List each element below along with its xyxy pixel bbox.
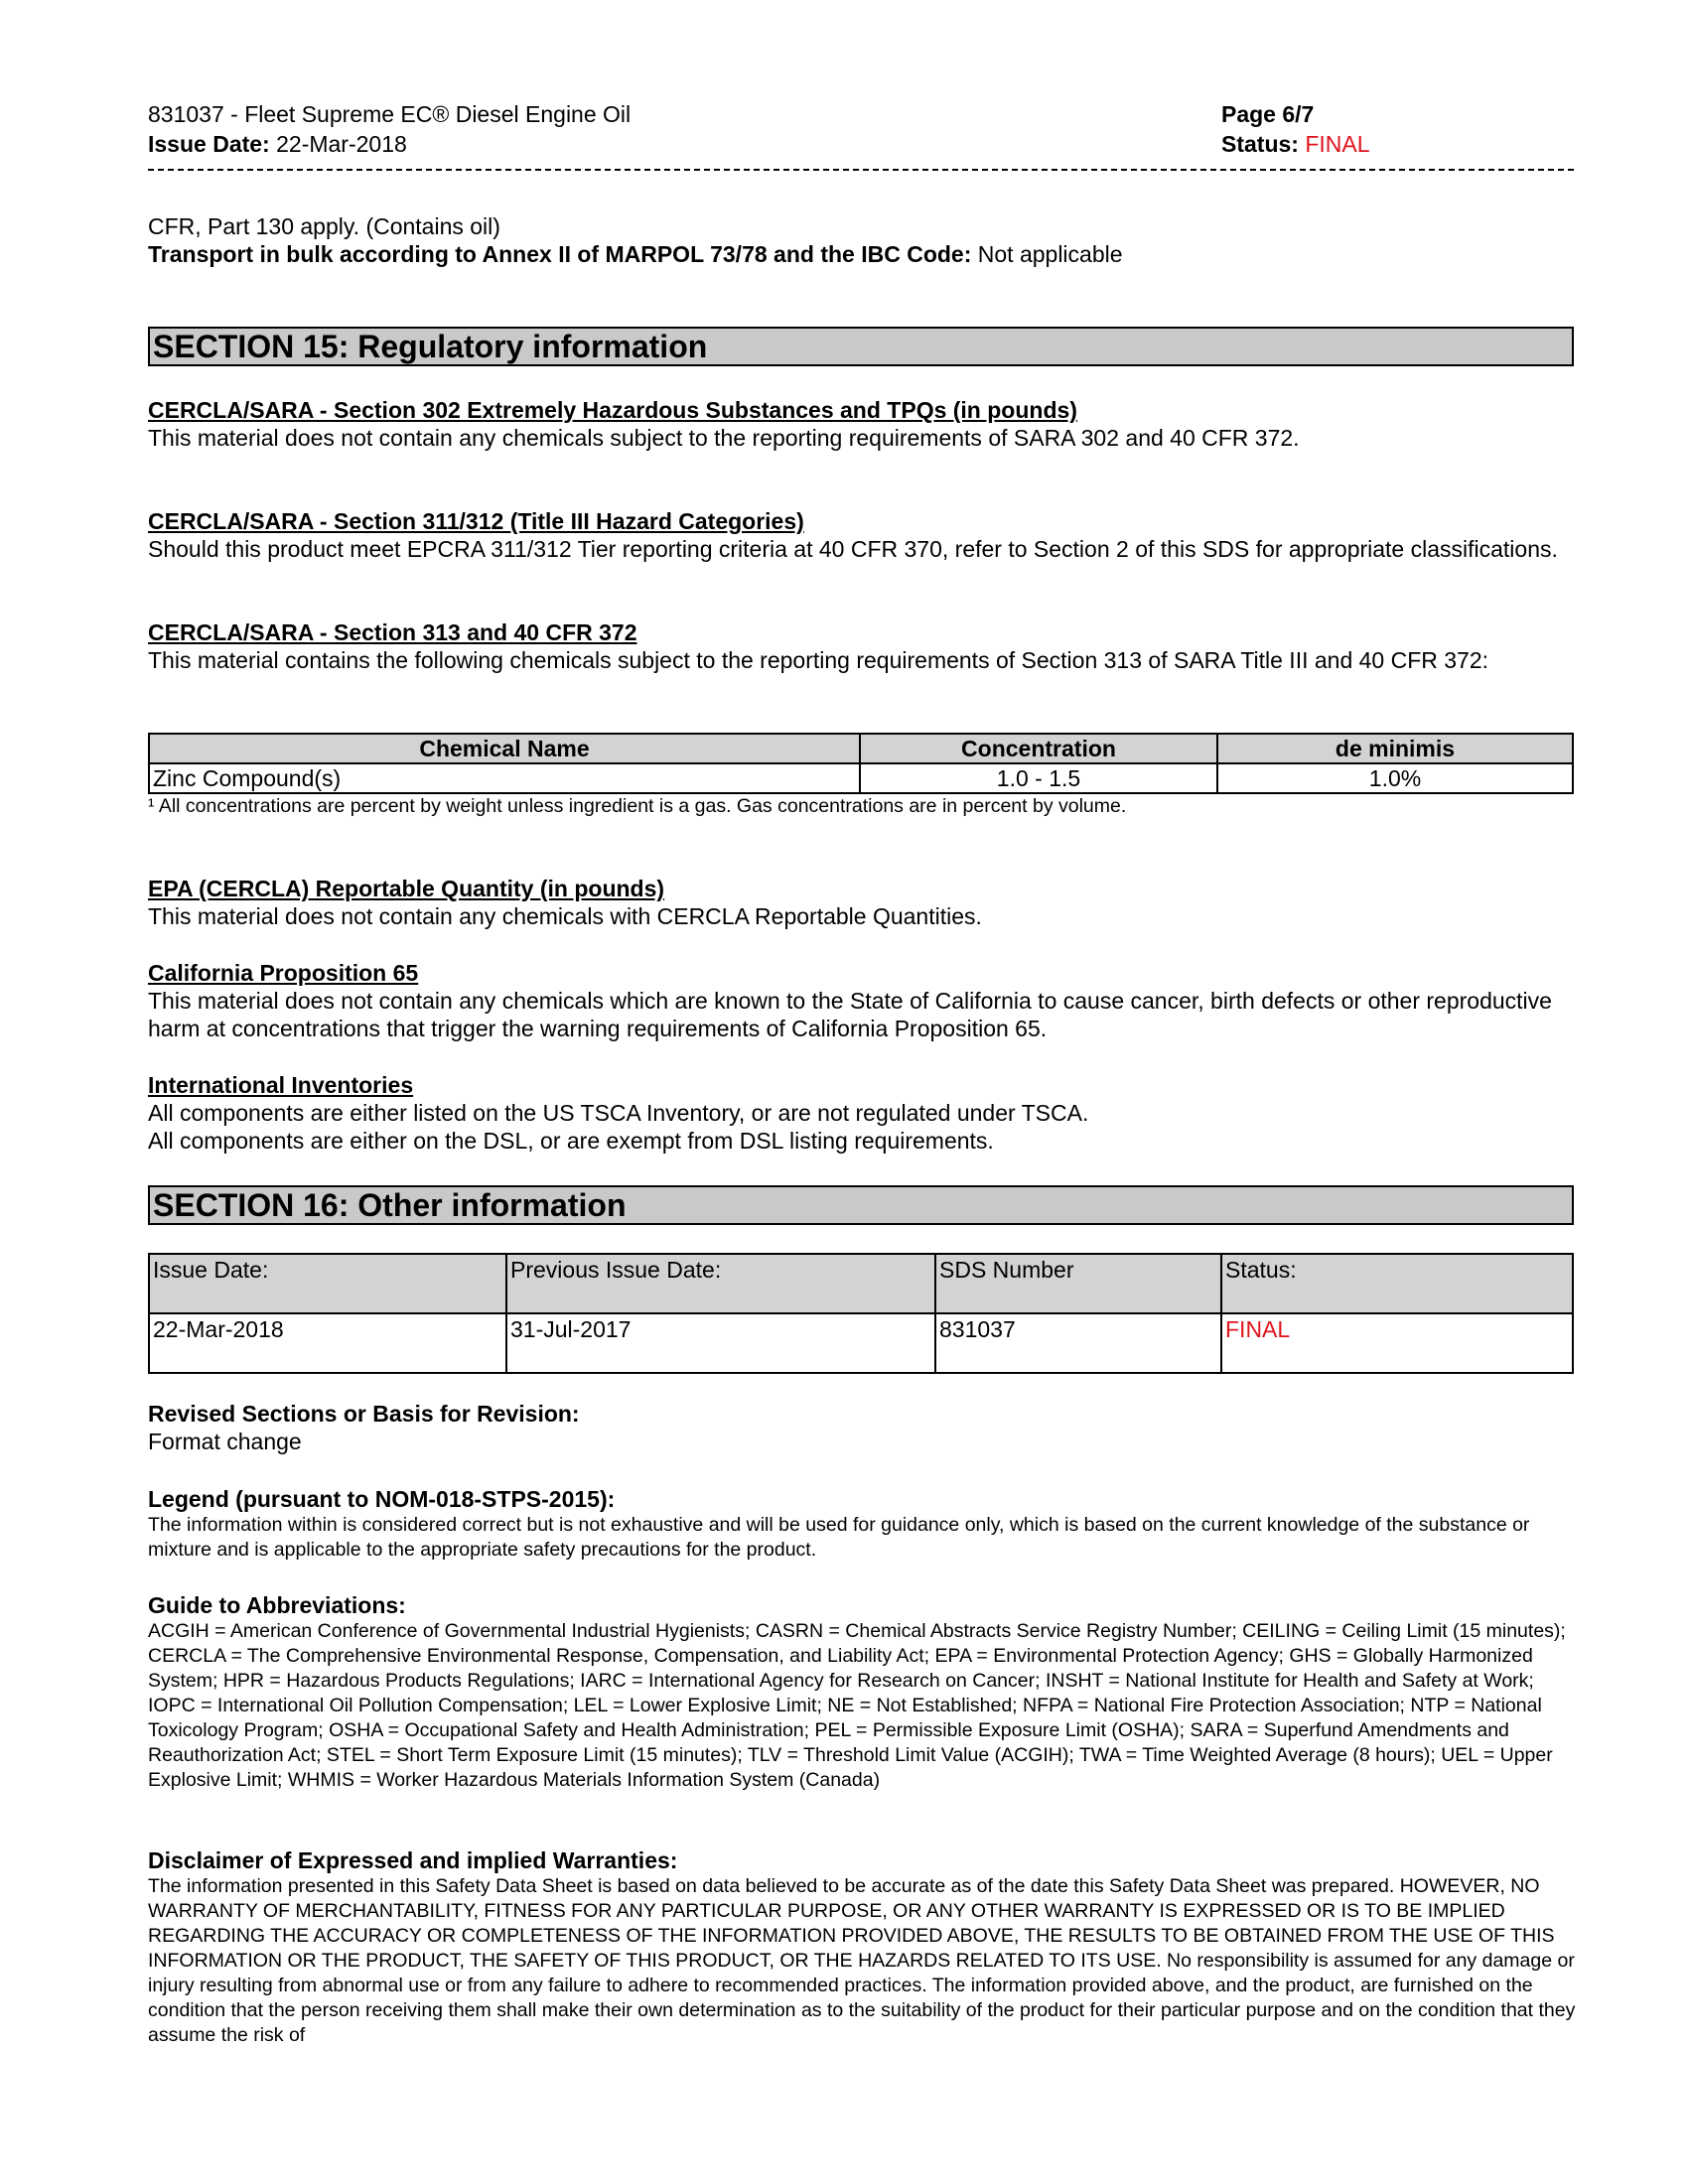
prop65-title: California Proposition 65 — [148, 960, 419, 986]
inventories-block — [148, 1071, 1578, 1155]
sara-302-text: This material does not contain any chemicals subject to the reporting requirements of SARA 302 and 40 CFR 372. — [148, 425, 1300, 451]
sara-313-text: This material contains the following chemicals subject to the reporting requirements of Section 313 of SARA Title III and 40 CFR 372: — [148, 647, 1489, 673]
transport-line: CFR, Part 130 apply. (Contains oil) — [148, 213, 500, 239]
epa-title: EPA (CERCLA) Reportable Quantity (in pounds) — [148, 876, 665, 901]
prop65-text: This material does not contain any chemicals which are known to the State of California to cause cancer, birth defects or other reproductive harm at concentrations that trigger the warning requirements of California Proposition 65. — [148, 988, 1552, 1041]
sara-313-table — [148, 733, 1574, 794]
col-de-minimis: de minimis — [1217, 734, 1573, 763]
epa-block — [148, 875, 1578, 930]
header-divider — [148, 169, 1574, 171]
disclaimer-text: The information presented in this Safety Data Sheet is based on data believed to be accurate as of the date this Safety Data Sheet was prepared. HOWEVER, NO WARRANTY OF MERCHANTABILITY, FITNESS FOR ANY PARTICULAR PURPOSE, OR ANY OTHER WARRANTY IS EXPRESSED OR IS TO BE IMPLIED REGARDING THE ACCURACY OR COMPLETENESS OF THE INFORMATION PROVIDED ABOVE, THE RESULTS TO BE OBTAINED FROM THE USE OF THIS INFORMATION OR THE PRODUCT, THE SAFETY OF THIS PRODUCT, OR THE HAZARDS RELATED TO ITS USE. No responsibility is assumed for any damage or injury resulting from abnormal use or from any failure to adhere to recommended practices. The information provided above, and the product, are furnished on the condition that the person receiving them shall make their own determination as to the suitability of the product for their particular purpose and on the condition that they assume the risk of — [148, 1875, 1576, 2046]
info-col-issue-date: Issue Date: — [149, 1254, 506, 1313]
sara-302-title: CERCLA/SARA - Section 302 Extremely Hazardous Substances and TPQs (in pounds) — [148, 397, 1077, 423]
info-issue-date: 22-Mar-2018 — [149, 1313, 506, 1373]
transport-block — [148, 212, 1578, 268]
sara-313-title: CERCLA/SARA - Section 313 and 40 CFR 372 — [148, 619, 637, 645]
prop65-block — [148, 959, 1578, 1042]
abbreviations-title: Guide to Abbreviations: — [148, 1592, 406, 1618]
table-header-row — [149, 734, 1573, 763]
revised-block — [148, 1400, 1578, 1455]
product-title: 831037 - Fleet Supreme EC® Diesel Engine Oil — [148, 101, 632, 127]
col-chemical-name: Chemical Name — [149, 734, 860, 763]
cell-chemical-name: Zinc Compound(s) — [149, 763, 860, 793]
revised-text: Format change — [148, 1429, 302, 1454]
sara-311-block — [148, 507, 1578, 563]
page-number: Page 6/7 — [1221, 101, 1315, 127]
inventories-line-1: All components are either listed on the US TSCA Inventory, or are not regulated under TSCA. — [148, 1100, 1089, 1126]
issue-info-table — [148, 1253, 1574, 1374]
sara-311-text: Should this product meet EPCRA 311/312 Tier reporting criteria at 40 CFR 370, refer to Section 2 of this SDS for appropriate classifications. — [148, 536, 1558, 562]
bulk-transport-value: Not applicable — [977, 241, 1123, 267]
legend-text: The information within is considered correct but is not exhaustive and will be used for guidance only, which is based on the current knowledge of the substance or mixture and is applicable to the appropriate safety precautions for the product. — [148, 1514, 1530, 1561]
abbreviations-block — [148, 1591, 1578, 1793]
section-16-header: SECTION 16: Other information — [148, 1185, 1574, 1225]
issue-date-value: 22-Mar-2018 — [276, 131, 407, 157]
info-col-sds-number: SDS Number — [935, 1254, 1221, 1313]
issue-date-line — [148, 129, 631, 159]
table-row — [149, 763, 1573, 793]
info-header-row — [149, 1254, 1573, 1313]
info-previous-date: 31-Jul-2017 — [506, 1313, 935, 1373]
info-col-status: Status: — [1221, 1254, 1573, 1313]
info-col-previous-date: Previous Issue Date: — [506, 1254, 935, 1313]
sara-311-title: CERCLA/SARA - Section 311/312 (Title III Hazard Categories) — [148, 508, 804, 534]
legend-title: Legend (pursuant to NOM-018-STPS-2015): — [148, 1486, 616, 1512]
inventories-title: International Inventories — [148, 1072, 414, 1098]
inventories-line-2: All components are either on the DSL, or are exempt from DSL listing requirements. — [148, 1128, 994, 1154]
abbreviations-text: ACGIH = American Conference of Governmental Industrial Hygienists; CASRN = Chemical Abstracts Service Registry Number; CEILING = Ceiling Limit (15 minutes); CERCLA = The Comprehensive Environmental Response, Compensation, and Liability Act; EPA = Environmental Protection Agency; GHS = Globally Harmonized System; HPR = Hazardous Products Regulations; IARC = International Agency for Research on Cancer; INSHT = National Institute for Health and Safety at Work; IOPC = International Oil Pollution Compensation; LEL = Lower Explosive Limit; NE = Not Established; NFPA = National Fire Protection Association; NTP = National Toxicology Program; OSHA = Occupational Safety and Health Administration; PEL = Permissible Exposure Limit (OSHA); SARA = Superfund Amendments and Reauthorization Act; STEL = Short Term Exposure Limit (15 minutes); TLV = Threshold Limit Value (ACGIH); TWA = Time Weighted Average (8 hours); UEL = Upper Explosive Limit; WHMIS = Worker Hazardous Materials Information System (Canada) — [148, 1620, 1566, 1791]
info-status: FINAL — [1221, 1313, 1573, 1373]
status-label: Status: — [1221, 131, 1299, 157]
sara-302-block — [148, 396, 1578, 452]
header-right — [1221, 99, 1370, 159]
bulk-transport-label: Transport in bulk according to Annex II of MARPOL 73/78 and the IBC Code: — [148, 241, 972, 267]
info-value-row — [149, 1313, 1573, 1373]
disclaimer-title: Disclaimer of Expressed and implied Warranties: — [148, 1847, 678, 1873]
epa-text: This material does not contain any chemicals with CERCLA Reportable Quantities. — [148, 903, 982, 929]
concentration-footnote: ¹ All concentrations are percent by weight unless ingredient is a gas. Gas concentrations are in percent by volume. — [148, 795, 1127, 817]
cell-concentration: 1.0 - 1.5 — [860, 763, 1217, 793]
disclaimer-block — [148, 1846, 1578, 2048]
status-value: FINAL — [1305, 131, 1370, 157]
legend-block — [148, 1485, 1578, 1563]
col-concentration: Concentration — [860, 734, 1217, 763]
status-line — [1221, 129, 1370, 159]
section-15-header: SECTION 15: Regulatory information — [148, 327, 1574, 366]
bulk-transport-line — [148, 240, 1578, 268]
sara-313-block — [148, 618, 1578, 674]
revised-title: Revised Sections or Basis for Revision: — [148, 1401, 580, 1427]
cell-de-minimis: 1.0% — [1217, 763, 1573, 793]
issue-date-label: Issue Date: — [148, 131, 270, 157]
header-left — [148, 99, 631, 159]
info-sds-number: 831037 — [935, 1313, 1221, 1373]
